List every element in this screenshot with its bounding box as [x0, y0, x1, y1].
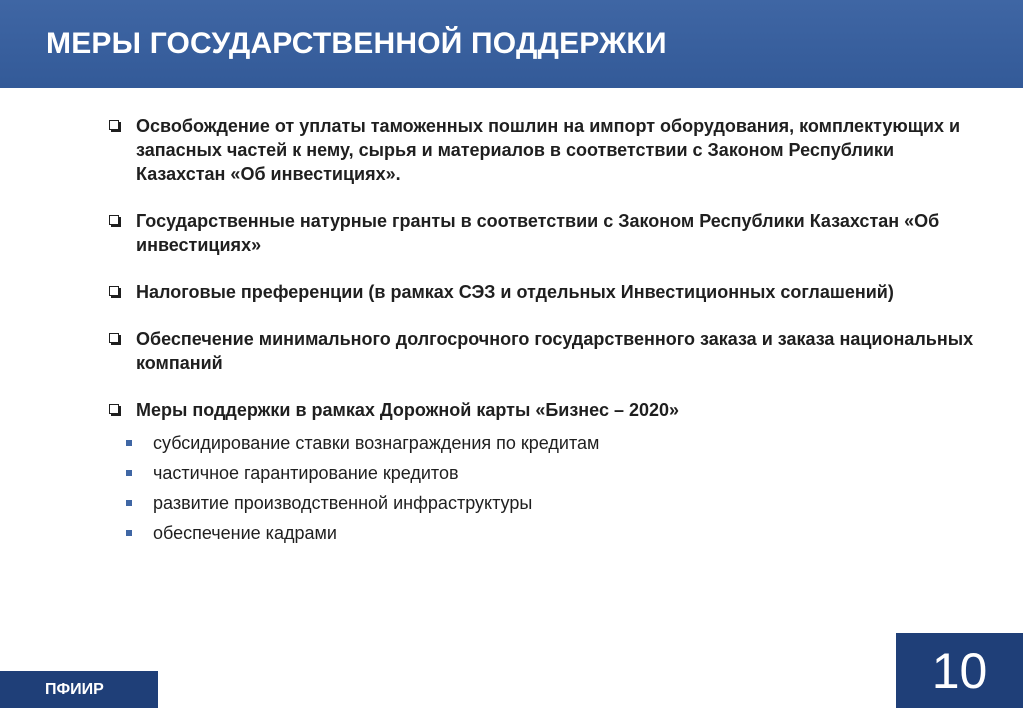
list-item	[108, 398, 988, 422]
page-title: МЕРЫ ГОСУДАРСТВЕННОЙ ПОДДЕРЖКИ	[46, 27, 667, 60]
sub-list	[108, 428, 988, 548]
checkbox-bullet-icon	[109, 404, 119, 414]
sub-list-item-text: развитие производственной инфраструктуры	[153, 493, 533, 513]
content-area	[108, 114, 988, 548]
sub-list-item	[108, 458, 988, 488]
page-number-box	[896, 633, 1023, 708]
list-item	[108, 209, 988, 257]
checkbox-bullet-icon	[109, 120, 119, 130]
list-item-text: Освобождение от уплаты таможенных пошлин на импорт оборудования, комплектующих и запасных частей к нему, сырья и материалов в соответствии с Законом Республики Казахстан «Об инвестициях».	[136, 116, 961, 184]
square-bullet-icon	[126, 440, 132, 446]
sub-list-item	[108, 428, 988, 458]
sub-list-item-text: обеспечение кадрами	[153, 523, 337, 543]
sub-list-item-text: частичное гарантирование кредитов	[153, 463, 459, 483]
list-item-text: Меры поддержки в рамках Дорожной карты «Бизнес – 2020»	[136, 400, 680, 420]
footer-label-box	[0, 671, 158, 708]
checkbox-bullet-icon	[109, 215, 119, 225]
list-item	[108, 280, 988, 304]
list-item	[108, 327, 988, 375]
square-bullet-icon	[126, 500, 132, 506]
page-number: 10	[931, 643, 988, 699]
list-item-text: Обеспечение минимального долгосрочного государственного заказа и заказа национальных компаний	[136, 329, 974, 373]
list-item	[108, 114, 988, 186]
checkbox-bullet-icon	[109, 333, 119, 343]
sub-list-item	[108, 488, 988, 518]
sub-list-item	[108, 518, 988, 548]
square-bullet-icon	[126, 470, 132, 476]
checkbox-bullet-icon	[109, 286, 119, 296]
footer-label: ПФИИР	[45, 681, 104, 698]
list-item-text: Государственные натурные гранты в соответствии с Законом Республики Казахстан «Об инвестициях»	[136, 211, 940, 255]
title-bar	[0, 0, 1023, 88]
square-bullet-icon	[126, 530, 132, 536]
list-item-text: Налоговые преференции (в рамках СЭЗ и отдельных Инвестиционных соглашений)	[136, 282, 894, 302]
sub-list-item-text: субсидирование ставки вознаграждения по кредитам	[153, 433, 600, 453]
